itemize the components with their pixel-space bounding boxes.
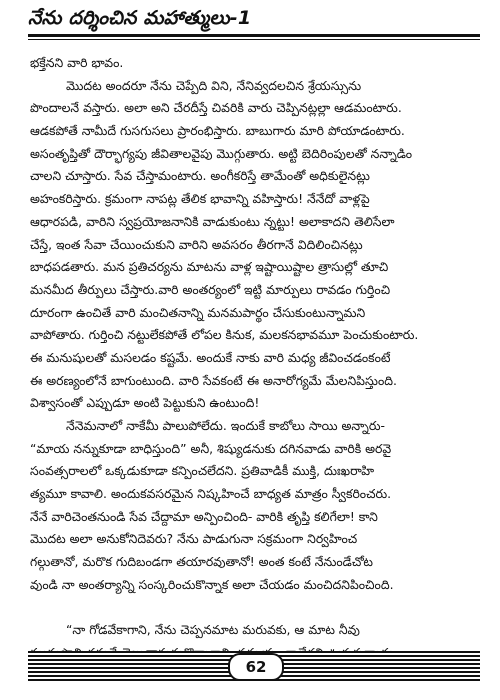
body-text <box>30 52 476 665</box>
page-number: 62 <box>228 653 284 681</box>
text-line: అసంతృప్తితో దౌర్భాగ్యపు జీవితాలవైపు మొగ్గుతారు. అట్టి బెదిరింపులతో నన్నాడిం <box>30 145 413 161</box>
text-line: “మాయ నన్నుకూడా బాధిస్తుంది” అనీ, శిష్యుడనుకు దగినవాడు వారికి అరవై <box>30 440 392 456</box>
text-line: అహంకరిస్తారు. క్రమంగా నాపట్ల తేలిక భావాన్ని వహిస్తారు! నేనేదో వాళ్లపై <box>30 191 370 207</box>
running-title: నేను దర్శించిన మహాత్ములు-1 <box>28 7 252 29</box>
text-line: వాపోతారు. గుర్తించి నట్టులేకపోతే లోపల కినుక, మలకనభావమూ పెంచుకుంటారు. <box>30 327 419 343</box>
text-line: భక్తేనని వారి భావం. <box>30 55 124 70</box>
text-line: బాధపడతారు. మన ప్రతిచర్యను మాటను వాళ్ల ఇష్టాయిష్టాల త్రాసుల్లో తూచి <box>30 259 389 275</box>
text-line: పొందాలనే వస్తారు. అలా అని చేరదీస్తే చివరికి వారు చెప్పినట్లల్లా ఆడమంటారు. <box>30 100 402 116</box>
text-line: త్యమూ కావాలి. అందుకవసరమైన నిష్కహించే బాధ్యత మాత్రం స్వీకరించరు. <box>30 486 392 502</box>
header-rule <box>28 34 480 37</box>
text-line: చేస్తే, ఇంత సేవా చేయించుకుని వారిని అవసరం తీరగానే విదిలించినట్లు <box>30 236 363 252</box>
header-rule-thin <box>28 39 480 40</box>
text-line <box>30 597 476 620</box>
text-line: నేనెమనాలో నాకేమీ పాలుపోలేదు. ఇందుకే కాబోలు సాయి అన్నారు- <box>66 418 385 433</box>
text-line: దూరంగా ఉంచితే వారి మంచితనాన్ని మనమపార్థం చేసుకుంటున్నామని <box>30 304 366 320</box>
text-line: మనమీద తీర్పులు చేస్తారు.వారి అంతర్యంలో ఇట్టి మార్పులు రావడం గుర్తించి <box>30 281 391 297</box>
text-line: ఆధారపడి, వారిని స్వప్రయోజనానికి వాడుకుంటు న్నట్టు! అలాకాదని తెలిసేలా <box>30 213 395 229</box>
text-line: ఈ అరణ్యంలోనే బాగుంటుంది. వారి సేవకంటే ఈ అనారోగ్యమే మేలనిపిస్తుంది. <box>30 372 397 388</box>
text-line: మొదట అందరూ నేను చెప్పేది విని, నేనివ్వదలచిన శ్రేయస్సును <box>66 77 362 93</box>
text-line: వుండి నా అంతర్యాన్ని సంస్కరించుకొన్నాక అలా చేయడం మంచిదనిపించింది. <box>30 576 394 592</box>
text-line: ఈ మనుషులతో మసలడం కష్టమే. అందుకే నాకు వారి మధ్య జీవించడంకంటే <box>30 349 391 365</box>
text-line: నేనే వారిచెంతనుండి సేవ చేద్దామా అన్పించింది- వారికి తృప్తి కలిగేలా! కాని <box>30 508 378 524</box>
page-header <box>28 6 480 46</box>
text-line: సంవత్సరాలలో ఒక్కడుకూడా కన్పించలేదని. ప్రతివాడికీ ముక్తి, దుఃఖరాహి <box>30 463 375 479</box>
text-line: “నా గోడవేకాగాని, నేను చెప్పనమాట మరువకు, ఆ మాట నీవు <box>66 622 360 638</box>
text-line: చాలని చూస్తారు. సేవ చేస్తామంటారు. అంగీకరిస్తే తామేంతో అధికులైనట్లు <box>30 168 370 184</box>
text-line: ఆడకపోతే నామీదే గుసగుసలు ప్రారంభిస్తారు. బాబుగారు మారి పోయాడంటారు. <box>30 123 405 139</box>
text-line: మొదట అలా అనుకోనిదెవరు? నేను పాడుగునా సక్రమంగా నిర్వహించ <box>30 531 358 547</box>
page-footer <box>28 651 480 689</box>
text-line: గల్గుతానో, మరొక గుదిబండగా తయారవుతానో! అంత కంటే నేనుండేచోట <box>30 554 373 570</box>
text-line: విశ్వాసంతో ఎప్పుడూ అంటి పెట్టుకుని ఉంటుంది! <box>30 395 260 411</box>
